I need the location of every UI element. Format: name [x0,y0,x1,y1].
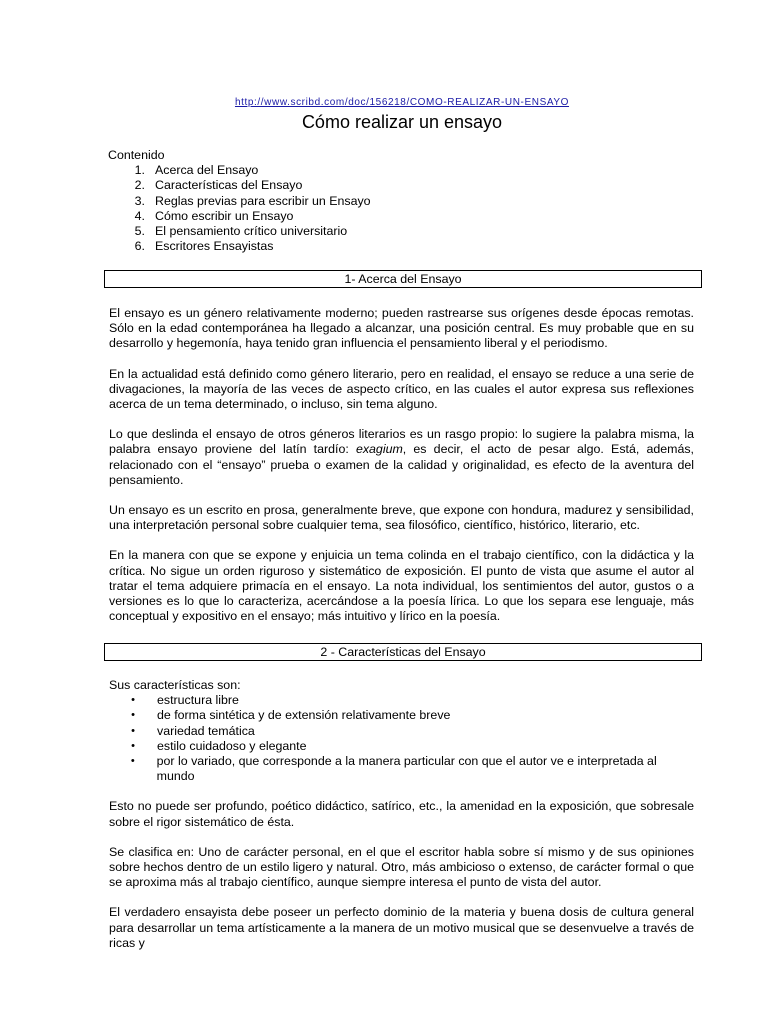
paragraph: Se clasifica en: Uno de carácter personal, en el que el escritor habla sobre sí mismo y de sus opiniones sobre hechos dentro de un estilo ligero y natural. Otro, más ambicioso o extenso, de carácter formal o que se aproxima más al trabajo científico, aunque siempre interesa el punto de vista del autor. [109,844,694,890]
paragraph: Un ensayo es un escrito en prosa, generalmente breve, que expone con hondura, madurez y sensibilidad, una interpretación personal sobre cualquier tema, sea filosófico, científico, histórico, literario, etc. [109,503,694,533]
toc-item-label: Características del Ensayo [155,178,303,193]
toc-item-label: El pensamiento crítico universitario [155,224,348,239]
list-item-label: estilo cuidadoso y elegante [157,738,307,753]
list-item [109,693,694,708]
bullet-icon: • [131,694,135,707]
latin-term: exagium [355,442,403,457]
toc-item-label: Acerca del Ensayo [155,163,259,178]
paragraph: En la actualidad está definido como género literario, pero en realidad, el ensayo se reduce a una serie de divagaciones, la mayoría de las veces de aspecto crítico, en las cuales el autor expresa sus reflexiones acerca de un tema determinado, o incluso, sin tema alguno. [109,366,694,412]
toc-item [108,163,371,178]
toc-item [108,178,371,193]
list-item-label: por lo variado, que corresponde a la manera particular con que el autor ve e interpretada al mundo [156,754,657,784]
paragraph: Sus características son: [109,678,241,692]
table-of-contents [108,148,371,254]
paragraph-text: , es decir, el acto de pesar algo. Está, además, relacionado con el “ensayo” prueba o examen de la calidad y originalidad, es efecto de la aventura del pensamiento. [109,442,694,487]
toc-item-label: Escritores Ensayistas [155,239,274,254]
list-item-label: de forma sintética y de extensión relativamente breve [157,708,451,723]
characteristics-list [109,693,694,784]
paragraph [109,427,694,488]
section-1-body [109,306,694,624]
bullet-icon: • [130,755,135,768]
list-item [109,754,694,784]
list-item [109,724,694,739]
paragraph: Esto no puede ser profundo, poético didáctico, satírico, etc., la amenidad en la exposición, que sobresale sobre el rigor sistemático de ésta. [109,799,694,829]
toc-item-number: 4. [134,208,145,223]
bullet-icon: • [131,724,135,737]
list-item [109,739,694,754]
section-2-heading: 2 - Características del Ensayo [104,643,702,661]
list-item-label: estructura libre [157,693,239,708]
paragraph: En la manera con que se expone y enjuicia un tema colinda en el trabajo científico, con la didáctica y la crítica. No sigue un orden riguroso y sistemático de exposición. El punto de vista que asume el autor al tratar el tema adquiere primacía en el ensayo. La nota individual, los sentimientos del autor, gustos o a versiones es lo que lo caracteriza, acercándose a la poesía lírica. Lo que los separa ese lenguaje, más conceptual y expositivo en el ensayo; más intuitivo y lírico en la poesía. [109,548,694,624]
toc-heading: Contenido [108,148,165,162]
bullet-icon: • [131,709,135,722]
source-url-link[interactable]: http://www.scribd.com/doc/156218/COMO-REALIZAR-UN-ENSAYO [234,97,570,108]
toc-item [108,239,371,254]
bullet-icon: • [131,739,135,752]
toc-item-number: 2. [134,178,145,193]
section-2-body [109,678,694,951]
toc-item-number: 3. [134,193,145,208]
toc-item-label: Reglas previas para escribir un Ensayo [155,193,371,208]
document-title: Cómo realizar un ensayo [301,112,503,132]
toc-item [108,194,371,209]
paragraph: El ensayo es un género relativamente moderno; pueden rastrearse sus orígenes desde épocas remotas. Sólo en la edad contemporánea ha llegado a alcanzar, una posición central. Es muy probable que en su desarrollo y hegemonía, haya tenido gran influencia el pensamiento liberal y el periodismo. [109,306,694,351]
toc-item-number: 6. [134,239,145,254]
list-item-label: variedad temática [157,723,255,738]
list-item [109,708,694,723]
toc-list [108,163,371,254]
toc-item [108,224,371,239]
paragraph-text: Lo que deslinda el ensayo de otros géneros literarios es un rasgo propio: lo sugiere la palabra misma, la palabra ensayo proviene del latín tardío: [109,427,694,457]
toc-item-number: 5. [134,224,145,239]
toc-item-number: 1. [134,163,145,178]
toc-item-label: Cómo escribir un Ensayo [155,208,294,223]
section-1-heading: 1- Acerca del Ensayo [104,270,702,288]
paragraph: El verdadero ensayista debe poseer un perfecto dominio de la materia y buena dosis de cultura general para desarrollar un tema artísticamente a la manera de un motivo musical que se desenvuelve a través de ricas y [109,905,694,950]
toc-item [108,209,371,224]
